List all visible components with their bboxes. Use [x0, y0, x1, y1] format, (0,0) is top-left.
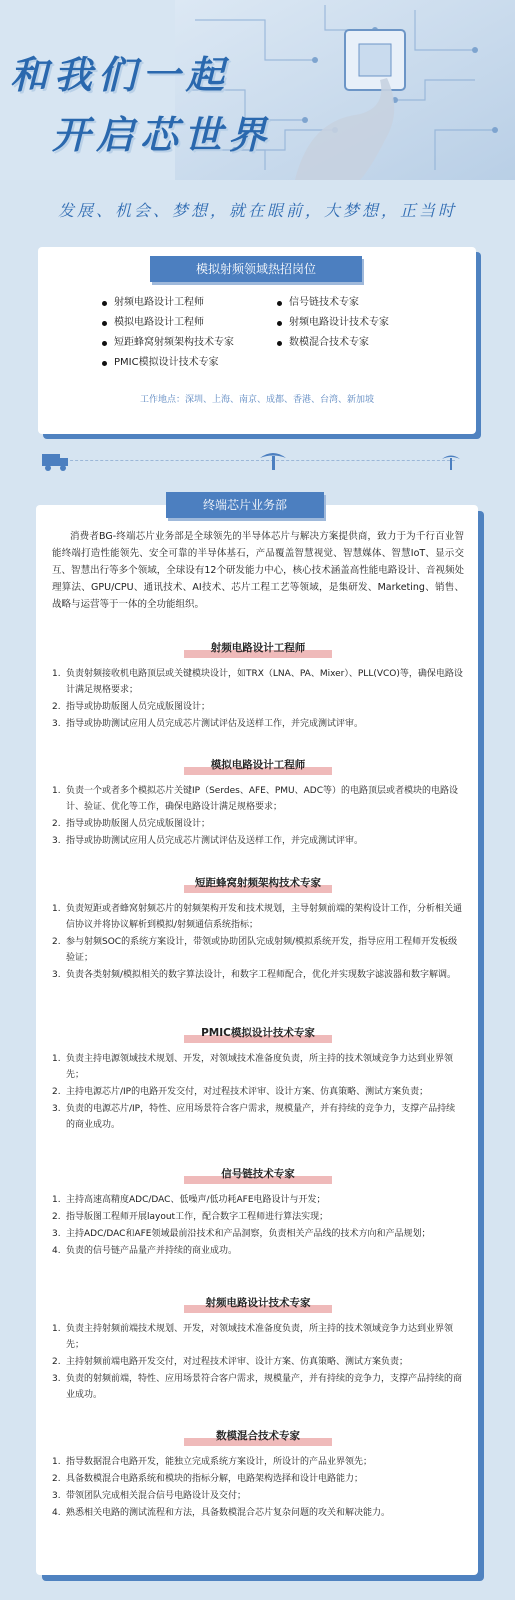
job-duty: 指导或协助版图人员完成版图设计；	[66, 819, 211, 829]
job-section	[52, 640, 464, 733]
job-duty: 负责各类射频/模拟相关的数字算法设计，和数字工程师配合，优化并实现数字滤波器和数字解调。	[66, 970, 457, 980]
job-duty: 主持高速高精度ADC/DAC、低噪声/低功耗AFE电路设计与开发；	[66, 1195, 326, 1205]
job-duty: 主持电源芯片/IP的电路开发交付，对过程技术评审、设计方案、仿真策略、测试方案负责；	[66, 1087, 429, 1097]
hot-position-item[interactable]: PMIC模拟设计技术专家	[100, 356, 275, 370]
dept-title: 终端芯片业务部	[166, 492, 324, 518]
job-section	[52, 1295, 464, 1404]
truck-icon	[42, 454, 68, 471]
job-duty: 主持射频前端电路开发交付，对过程技术评审、设计方案、仿真策略、测试方案负责；	[66, 1357, 409, 1367]
hero-headline-2: 开启芯世界	[52, 112, 273, 157]
job-duty: 指导版图工程师开展layout工作，配合数字工程师进行算法实现；	[66, 1212, 329, 1222]
job-duty: 熟悉相关电路的测试流程和方法，具备数模混合芯片复杂问题的攻关和解决能力。	[66, 1508, 391, 1518]
palm-tree-icon	[260, 453, 460, 470]
hot-position-item[interactable]: 信号链技术专家	[275, 296, 440, 310]
job-section	[52, 757, 464, 850]
job-title: 信号链技术专家	[52, 1166, 464, 1186]
hot-position-item[interactable]: 射频电路设计工程师	[100, 296, 275, 310]
dept-intro: 消费者BG-终端芯片业务部是全球领先的半导体芯片与解决方案提供商，致力于为千行百业智能终端打造性能领先、安全可靠的半导体基石，产品覆盖智慧视觉、智慧媒体、智慧IoT、显示交互、智慧出行等多个领域，全球设有12个研发能力中心，核心技术涵盖高性能电路设计、音视频处理算法、GPU/CPU、通讯技术、AI技术、芯片工程工艺等领域，是集研发、Marketing、销售、战略与运营等于一体的全功能组织。	[52, 531, 464, 610]
slogan: 发展、机会、梦想，就在眼前，大梦想，正当时	[57, 201, 457, 220]
hero-banner	[0, 0, 515, 180]
hot-positions-list	[100, 296, 440, 370]
job-duty: 指导数据混合电路开发，能独立完成系统方案设计，所设计的产品业界领先；	[66, 1457, 373, 1467]
job-duty: 带领团队完成相关混合信号电路设计及交付；	[66, 1491, 247, 1501]
job-duty: 负责的电源芯片/IP，特性、应用场景符合客户需求，规模量产，并有持续的竞争力，支撑产品持续的商业成功。	[66, 1104, 456, 1130]
job-title: 数模混合技术专家	[52, 1428, 464, 1448]
hero-headline-1: 和我们一起	[10, 52, 231, 97]
job-duty: 负责的信号链产品量产并持续的商业成功。	[66, 1246, 238, 1256]
job-duty: 负责短距或者蜂窝射频芯片的射频架构开发和技术规划，主导射频前端的架构设计工作，分析相关通信协议并将协议解析到模拟/射频通信系统指标；	[66, 904, 463, 930]
job-duty: 负责射频接收机电路顶层或关键模块设计，如TRX（LNA、PA、Mixer）、PLL(VCO)等，确保电路设计满足规格要求；	[66, 669, 463, 695]
hot-position-item[interactable]: 短距蜂窝射频架构技术专家	[100, 336, 275, 350]
job-duty: 指导或协助版图人员完成版图设计；	[66, 702, 211, 712]
job-title: 模拟电路设计工程师	[52, 757, 464, 777]
job-title: 射频电路设计技术专家	[52, 1295, 464, 1315]
job-duty: 负责的射频前端，特性、应用场景符合客户需求，规模量产，并有持续的竞争力，支撑产品持续的商业成功。	[66, 1374, 463, 1400]
job-title: 射频电路设计工程师	[52, 640, 464, 660]
job-title: 短距蜂窝射频架构技术专家	[52, 875, 464, 895]
job-duty: 指导或协助测试应用人员完成芯片测试评估及送样工作，并完成测试评审。	[66, 719, 364, 729]
hot-position-item[interactable]: 数模混合技术专家	[275, 336, 440, 350]
job-section	[52, 1025, 464, 1134]
job-section	[52, 1428, 464, 1522]
job-duty: 负责一个或者多个模拟芯片关键IP（Serdes、AFE、PMU、ADC等）的电路顶层或者模块的电路设计、验证、优化等工作，确保电路设计满足规格要求；	[66, 786, 458, 812]
job-duty: 具备数模混合电路系统和模块的指标分解，电路架构选择和设计电路能力；	[66, 1474, 364, 1484]
hot-position-item[interactable]: 模拟电路设计工程师	[100, 316, 275, 330]
job-duty: 指导或协助测试应用人员完成芯片测试评估及送样工作，并完成测试评审。	[66, 836, 364, 846]
hot-position-item[interactable]: 射频电路设计技术专家	[275, 316, 440, 330]
job-duty: 负责主持电源领域技术规划、开发，对领域技术准备度负责，所主持的技术领域竞争力达到业界领先；	[66, 1054, 454, 1080]
hot-positions-title: 模拟射频领域热招岗位	[150, 256, 362, 282]
work-locations: 工作地点：深圳、上海、南京、成都、香港、台湾、新加坡	[139, 395, 374, 405]
job-duty: 参与射频SOC的系统方案设计，带领或协助团队完成射频/模拟系统开发，指导应用工程师开发板级验证；	[66, 937, 458, 963]
divider-decoration	[40, 450, 470, 472]
job-duty: 主持ADC/DAC和AFE领域最前沿技术和产品洞察，负责相关产品线的技术方向和产品规划；	[66, 1229, 431, 1239]
job-title: PMIC模拟设计技术专家	[52, 1025, 464, 1045]
job-section	[52, 1166, 464, 1260]
job-duty: 负责主持射频前端技术规划、开发，对领域技术准备度负责，所主持的技术领域竞争力达到业界领先；	[66, 1324, 454, 1350]
job-section	[52, 875, 464, 984]
